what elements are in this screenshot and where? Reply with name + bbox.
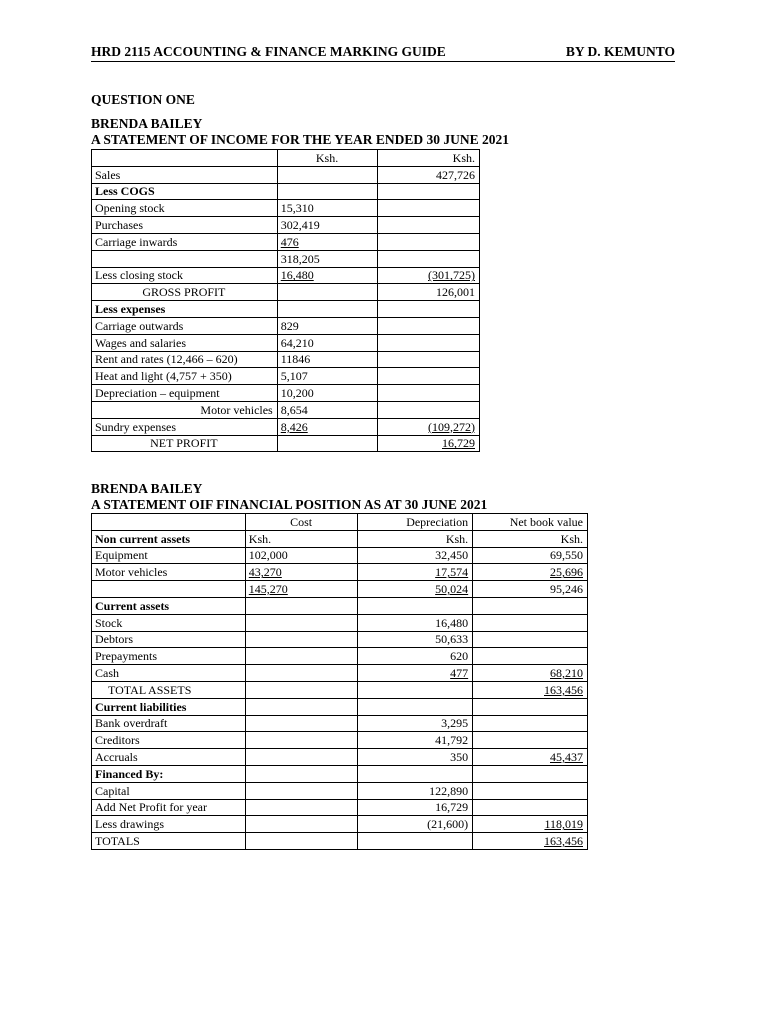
row-value	[473, 597, 588, 614]
row-value: 122,890	[358, 782, 473, 799]
table-row	[92, 267, 480, 284]
row-label: Creditors	[92, 732, 246, 749]
row-value: 15,310	[277, 200, 378, 217]
table-row	[92, 418, 480, 435]
row-value	[378, 301, 480, 318]
row-value	[378, 183, 480, 200]
table-row	[92, 816, 588, 833]
row-value: 477	[358, 665, 473, 682]
table-row	[92, 547, 588, 564]
row-label: Depreciation – equipment	[92, 385, 278, 402]
table-row	[92, 385, 480, 402]
row-value: 50,633	[358, 631, 473, 648]
table-row	[92, 799, 588, 816]
row-value	[473, 732, 588, 749]
table-row	[92, 782, 588, 799]
table-row	[92, 351, 480, 368]
row-value	[378, 368, 480, 385]
table-row	[92, 564, 588, 581]
table-row	[92, 217, 480, 234]
row-value	[245, 749, 358, 766]
row-value	[358, 833, 473, 850]
row-value: 45,437	[473, 749, 588, 766]
row-value	[245, 614, 358, 631]
row-value	[358, 681, 473, 698]
row-label: Stock	[92, 614, 246, 631]
row-value	[277, 435, 378, 452]
row-value	[245, 681, 358, 698]
header-cell: Depreciation	[358, 514, 473, 531]
income-entity-name: BRENDA BAILEY	[91, 116, 203, 131]
total-label: TOTALS	[92, 833, 246, 850]
row-value: 102,000	[245, 547, 358, 564]
row-label: Heat and light (4,757 + 350)	[92, 368, 278, 385]
header-cell: Ksh.	[277, 150, 378, 167]
row-label: Bank overdraft	[92, 715, 246, 732]
row-value	[245, 648, 358, 665]
income-statement-title: A STATEMENT OF INCOME FOR THE YEAR ENDED 30 JUNE 2021	[91, 132, 510, 147]
row-value	[473, 715, 588, 732]
row-value	[378, 217, 480, 234]
row-value	[245, 732, 358, 749]
row-value	[277, 301, 378, 318]
row-value	[378, 200, 480, 217]
row-value: 16,729	[358, 799, 473, 816]
table-row	[92, 334, 480, 351]
table-row	[92, 833, 588, 850]
table-row	[92, 301, 480, 318]
row-value: 145,270	[245, 581, 358, 598]
row-value: 3,295	[358, 715, 473, 732]
row-label: Add Net Profit for year	[92, 799, 246, 816]
row-value	[277, 183, 378, 200]
row-value	[245, 597, 358, 614]
row-value: 68,210	[473, 665, 588, 682]
row-value	[378, 351, 480, 368]
row-value: Ksh.	[358, 530, 473, 547]
row-value: 25,696	[473, 564, 588, 581]
subtotal-label: GROSS PROFIT	[92, 284, 278, 301]
row-value: 118,019	[473, 816, 588, 833]
row-label: Carriage outwards	[92, 317, 278, 334]
row-value: 163,456	[473, 833, 588, 850]
row-value	[473, 614, 588, 631]
table-row	[92, 233, 480, 250]
table-row	[92, 200, 480, 217]
row-value	[378, 334, 480, 351]
table-row	[92, 631, 588, 648]
table-row	[92, 284, 480, 301]
row-value: 163,456	[473, 681, 588, 698]
row-value: 126,001	[378, 284, 480, 301]
header-cell	[92, 150, 278, 167]
table-row	[92, 530, 588, 547]
section-label: Less COGS	[92, 183, 278, 200]
table-header-row	[92, 150, 480, 167]
row-value: 32,450	[358, 547, 473, 564]
row-label: Purchases	[92, 217, 278, 234]
table-row	[92, 317, 480, 334]
row-value	[358, 698, 473, 715]
table-header-row	[92, 514, 588, 531]
row-value	[378, 250, 480, 267]
table-row	[92, 715, 588, 732]
row-value	[473, 648, 588, 665]
row-value: 50,024	[358, 581, 473, 598]
row-value: 350	[358, 749, 473, 766]
row-value: 8,654	[277, 401, 378, 418]
row-label	[92, 581, 246, 598]
row-value	[473, 631, 588, 648]
row-value	[473, 799, 588, 816]
table-row	[92, 401, 480, 418]
row-value	[245, 799, 358, 816]
row-label: Wages and salaries	[92, 334, 278, 351]
row-label: Rent and rates (12,466 – 620)	[92, 351, 278, 368]
row-value: 41,792	[358, 732, 473, 749]
row-value: 16,480	[277, 267, 378, 284]
row-label: Debtors	[92, 631, 246, 648]
section-label: Non current assets	[92, 530, 246, 547]
income-statement-table	[91, 149, 480, 452]
position-statement-title: A STATEMENT OIF FINANCIAL POSITION AS AT 30 JUNE 2021	[91, 497, 488, 512]
position-entity-name: BRENDA BAILEY	[91, 481, 203, 496]
table-row	[92, 765, 588, 782]
row-value: 95,246	[473, 581, 588, 598]
row-value	[245, 665, 358, 682]
row-value	[378, 385, 480, 402]
row-value	[378, 317, 480, 334]
row-value: 5,107	[277, 368, 378, 385]
row-label: Sundry expenses	[92, 418, 278, 435]
financial-position-table	[91, 513, 588, 850]
row-value: Ksh.	[245, 530, 358, 547]
total-label: NET PROFIT	[92, 435, 278, 452]
row-value: (109,272)	[378, 418, 480, 435]
row-value: 43,270	[245, 564, 358, 581]
row-label: Motor vehicles	[92, 401, 278, 418]
row-label: Opening stock	[92, 200, 278, 217]
table-row	[92, 681, 588, 698]
row-value: 318,205	[277, 250, 378, 267]
table-row	[92, 166, 480, 183]
row-value	[245, 698, 358, 715]
row-label: Carriage inwards	[92, 233, 278, 250]
row-value	[378, 401, 480, 418]
table-row	[92, 581, 588, 598]
row-value: 16,480	[358, 614, 473, 631]
table-row	[92, 665, 588, 682]
table-row	[92, 648, 588, 665]
row-value	[277, 284, 378, 301]
row-value: 302,419	[277, 217, 378, 234]
row-label: Equipment	[92, 547, 246, 564]
table-row	[92, 183, 480, 200]
table-row	[92, 435, 480, 452]
row-label: Less closing stock	[92, 267, 278, 284]
section-label: Financed By:	[92, 765, 246, 782]
row-value	[473, 782, 588, 799]
row-value	[245, 833, 358, 850]
row-value: 64,210	[277, 334, 378, 351]
row-value: 10,200	[277, 385, 378, 402]
row-label: Less drawings	[92, 816, 246, 833]
row-label: Motor vehicles	[92, 564, 246, 581]
table-row	[92, 250, 480, 267]
section-label: Current liabilities	[92, 698, 246, 715]
row-label: Prepayments	[92, 648, 246, 665]
row-value	[378, 233, 480, 250]
row-value	[245, 715, 358, 732]
row-value: 476	[277, 233, 378, 250]
header-cell	[92, 514, 246, 531]
row-label: Cash	[92, 665, 246, 682]
course-title: HRD 2115 ACCOUNTING & FINANCE MARKING GUIDE	[91, 44, 446, 59]
row-value: 69,550	[473, 547, 588, 564]
row-value	[245, 782, 358, 799]
row-value: 427,726	[378, 166, 480, 183]
row-value: 620	[358, 648, 473, 665]
row-value	[473, 765, 588, 782]
row-label	[92, 250, 278, 267]
row-value	[358, 765, 473, 782]
row-value	[245, 631, 358, 648]
table-row	[92, 368, 480, 385]
row-value: 8,426	[277, 418, 378, 435]
row-label: Capital	[92, 782, 246, 799]
section-label: Current assets	[92, 597, 246, 614]
row-value: 17,574	[358, 564, 473, 581]
header-cell: Cost	[245, 514, 358, 531]
row-value: (301,725)	[378, 267, 480, 284]
row-value	[245, 765, 358, 782]
section-label: Less expenses	[92, 301, 278, 318]
row-value: 16,729	[378, 435, 480, 452]
row-value: (21,600)	[358, 816, 473, 833]
document-header	[91, 44, 675, 62]
total-label: TOTAL ASSETS	[92, 681, 246, 698]
row-value	[245, 816, 358, 833]
row-value: 829	[277, 317, 378, 334]
row-value: Ksh.	[473, 530, 588, 547]
header-cell: Ksh.	[378, 150, 480, 167]
table-row	[92, 749, 588, 766]
row-value	[358, 597, 473, 614]
row-label: Accruals	[92, 749, 246, 766]
table-row	[92, 698, 588, 715]
row-value	[277, 166, 378, 183]
row-label: Sales	[92, 166, 278, 183]
row-value	[473, 698, 588, 715]
table-row	[92, 614, 588, 631]
author-name: BY D. KEMUNTO	[565, 44, 675, 59]
header-cell: Net book value	[473, 514, 588, 531]
table-row	[92, 597, 588, 614]
question-heading: QUESTION ONE	[91, 92, 195, 107]
table-row	[92, 732, 588, 749]
row-value: 11846	[277, 351, 378, 368]
